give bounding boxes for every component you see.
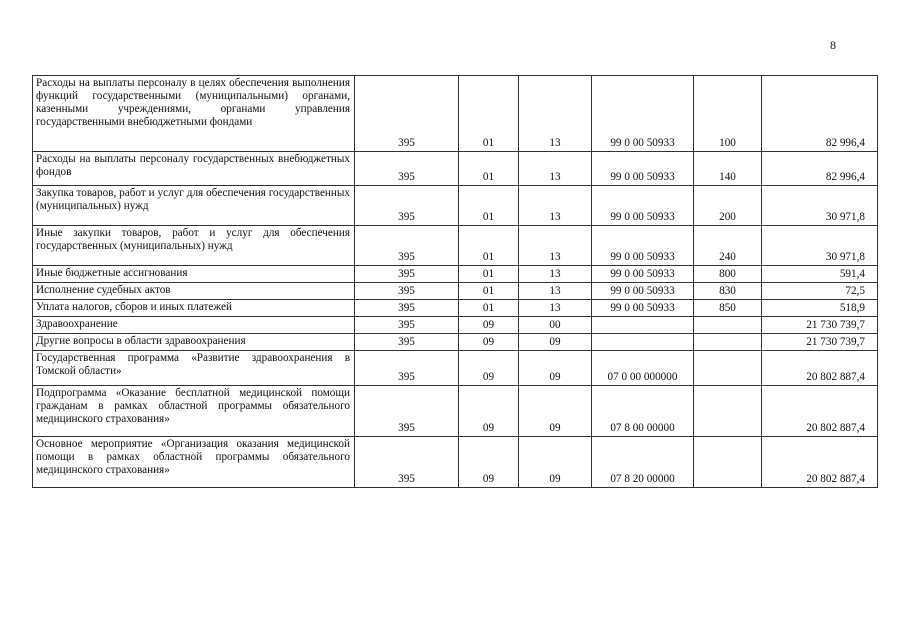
row-amount: 82 996,4	[762, 152, 878, 186]
row-grbs: 395	[355, 300, 459, 317]
row-amount: 591,4	[762, 266, 878, 283]
row-subsection: 09	[519, 437, 592, 488]
row-name: Иные закупки товаров, работ и услуг для обеспечения государственных (муниципальных) нужд	[33, 226, 355, 266]
row-subsection: 09	[519, 386, 592, 437]
row-grbs: 395	[355, 351, 459, 386]
row-name: Государственная программа «Развитие здравоохранения в Томской области»	[33, 351, 355, 386]
row-target-article: 99 0 00 50933	[592, 226, 694, 266]
row-subsection: 13	[519, 76, 592, 152]
row-grbs: 395	[355, 266, 459, 283]
row-name: Подпрограмма «Оказание бесплатной медицинской помощи гражданам в рамках областной программы обязательного медицинского страхования»	[33, 386, 355, 437]
row-grbs: 395	[355, 186, 459, 226]
row-expense-type	[694, 386, 762, 437]
row-expense-type: 200	[694, 186, 762, 226]
row-expense-type: 100	[694, 76, 762, 152]
row-section: 01	[459, 300, 519, 317]
row-section: 01	[459, 283, 519, 300]
row-name: Расходы на выплаты персоналу в целях обеспечения выполнения функций государственными (муниципальными) органами, казенными учреждениями, органами управления государственными внебюджетными фондами	[33, 76, 355, 152]
table-row	[33, 386, 878, 437]
row-grbs: 395	[355, 226, 459, 266]
row-subsection: 09	[519, 351, 592, 386]
table-row	[33, 226, 878, 266]
row-name: Иные бюджетные ассигнования	[33, 266, 355, 283]
row-target-article: 99 0 00 50933	[592, 300, 694, 317]
row-subsection: 13	[519, 266, 592, 283]
row-section: 01	[459, 76, 519, 152]
table-row	[33, 76, 878, 152]
row-amount: 21 730 739,7	[762, 334, 878, 351]
row-grbs: 395	[355, 76, 459, 152]
row-expense-type: 240	[694, 226, 762, 266]
row-name: Закупка товаров, работ и услуг для обеспечения государственных (муниципальных) нужд	[33, 186, 355, 226]
row-section: 09	[459, 317, 519, 334]
row-subsection: 13	[519, 283, 592, 300]
row-expense-type	[694, 351, 762, 386]
row-target-article: 07 0 00 000000	[592, 351, 694, 386]
row-amount: 72,5	[762, 283, 878, 300]
row-target-article	[592, 317, 694, 334]
page-number: 8	[830, 38, 836, 52]
budget-table	[32, 75, 878, 488]
row-subsection: 13	[519, 226, 592, 266]
row-grbs: 395	[355, 386, 459, 437]
row-section: 09	[459, 437, 519, 488]
row-target-article: 99 0 00 50933	[592, 266, 694, 283]
table-row	[33, 317, 878, 334]
row-grbs: 395	[355, 152, 459, 186]
row-section: 01	[459, 152, 519, 186]
row-amount: 20 802 887,4	[762, 437, 878, 488]
row-expense-type	[694, 334, 762, 351]
row-subsection: 13	[519, 186, 592, 226]
row-expense-type: 140	[694, 152, 762, 186]
row-expense-type: 800	[694, 266, 762, 283]
row-amount: 30 971,8	[762, 226, 878, 266]
row-section: 09	[459, 334, 519, 351]
row-subsection: 13	[519, 300, 592, 317]
row-name: Исполнение судебных актов	[33, 283, 355, 300]
row-expense-type	[694, 437, 762, 488]
row-subsection: 09	[519, 334, 592, 351]
row-section: 09	[459, 351, 519, 386]
row-amount: 30 971,8	[762, 186, 878, 226]
row-name: Уплата налогов, сборов и иных платежей	[33, 300, 355, 317]
row-section: 09	[459, 386, 519, 437]
row-section: 01	[459, 186, 519, 226]
row-name: Другие вопросы в области здравоохранения	[33, 334, 355, 351]
row-expense-type	[694, 317, 762, 334]
row-target-article	[592, 334, 694, 351]
row-grbs: 395	[355, 317, 459, 334]
table-row	[33, 334, 878, 351]
row-grbs: 395	[355, 334, 459, 351]
table-row	[33, 283, 878, 300]
row-name: Расходы на выплаты персоналу государственных внебюджетных фондов	[33, 152, 355, 186]
row-expense-type: 830	[694, 283, 762, 300]
row-amount: 518,9	[762, 300, 878, 317]
row-amount: 20 802 887,4	[762, 386, 878, 437]
row-subsection: 13	[519, 152, 592, 186]
row-target-article: 99 0 00 50933	[592, 186, 694, 226]
row-name: Здравоохранение	[33, 317, 355, 334]
table-row	[33, 152, 878, 186]
table-row	[33, 300, 878, 317]
table-row	[33, 186, 878, 226]
row-amount: 20 802 887,4	[762, 351, 878, 386]
row-grbs: 395	[355, 283, 459, 300]
row-section: 01	[459, 226, 519, 266]
table-row	[33, 351, 878, 386]
row-target-article: 99 0 00 50933	[592, 283, 694, 300]
row-target-article: 99 0 00 50933	[592, 152, 694, 186]
row-expense-type: 850	[694, 300, 762, 317]
row-subsection: 00	[519, 317, 592, 334]
row-grbs: 395	[355, 437, 459, 488]
row-amount: 21 730 739,7	[762, 317, 878, 334]
row-section: 01	[459, 266, 519, 283]
table-row	[33, 266, 878, 283]
table-row	[33, 437, 878, 488]
row-amount: 82 996,4	[762, 76, 878, 152]
row-target-article: 07 8 00 00000	[592, 386, 694, 437]
row-name: Основное мероприятие «Организация оказания медицинской помощи в рамках областной программы обязательного медицинского страхования»	[33, 437, 355, 488]
row-target-article: 99 0 00 50933	[592, 76, 694, 152]
row-target-article: 07 8 20 00000	[592, 437, 694, 488]
